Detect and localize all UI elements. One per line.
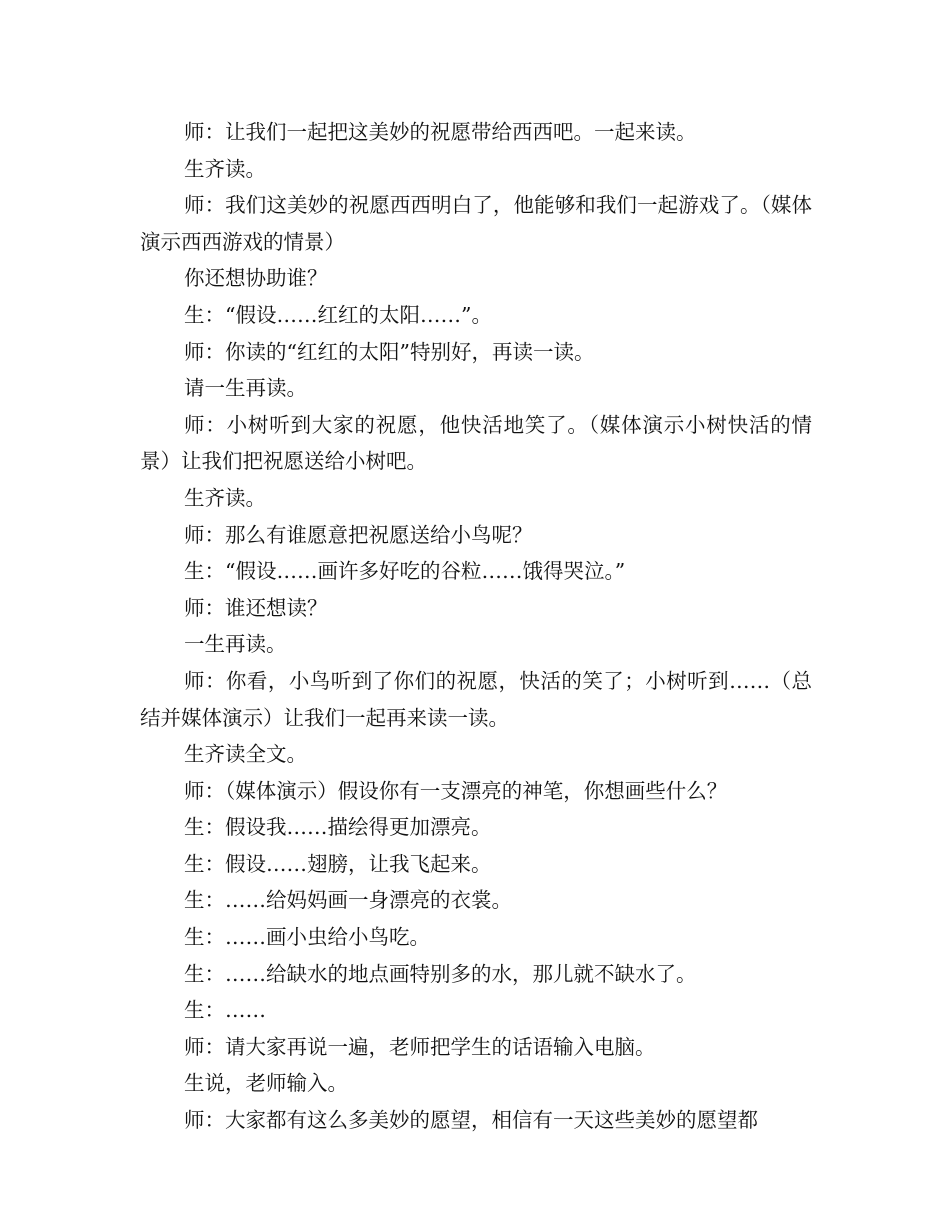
document-page bbox=[140, 114, 812, 1139]
paragraph: 师：那么有谁愿意把祝愿送给小鸟呢？ bbox=[184, 522, 533, 547]
paragraph: 师：（媒体演示）假设你有一支漂亮的神笔，你想画些什么？ bbox=[184, 778, 728, 803]
paragraph: 生：假设……翅膀，让我飞起来。 bbox=[184, 851, 492, 876]
paragraph: 生说，老师输入。 bbox=[184, 1071, 348, 1096]
paragraph: 生齐读全文。 bbox=[184, 742, 307, 767]
paragraph: 生：…… bbox=[184, 998, 266, 1023]
paragraph: 生齐读。 bbox=[184, 485, 266, 510]
paragraph: 一生再读。 bbox=[184, 632, 287, 657]
paragraph: 师：让我们一起把这美妙的祝愿带给西西吧。一起来读。 bbox=[184, 120, 697, 144]
paragraph: 请一生再读。 bbox=[184, 376, 307, 401]
paragraph: 师：你读的“红红的太阳”特别好，再读一读。 bbox=[184, 339, 595, 364]
paragraph: 师：我们这美妙的祝愿西西明白了，他能够和我们一起游戏了。（媒体演示西西游戏的情景） bbox=[140, 193, 812, 254]
paragraph: 生：“假设……画许多好吃的谷粒……饿得哭泣。” bbox=[184, 559, 626, 584]
paragraph: 生：……给缺水的地点画特别多的水，那儿就不缺水了。 bbox=[184, 961, 697, 986]
paragraph: 你还想协助谁？ bbox=[184, 266, 328, 291]
paragraph: 生齐读。 bbox=[184, 156, 266, 181]
paragraph: 生：“假设……红红的太阳……”。 bbox=[184, 302, 492, 327]
paragraph: 师：请大家再说一遍，老师把学生的话语输入电脑。 bbox=[184, 1034, 656, 1059]
paragraph: 师：谁还想读？ bbox=[184, 595, 328, 620]
paragraph: 生：……画小虫给小鸟吃。 bbox=[184, 925, 430, 950]
paragraph: 师：你看，小鸟听到了你们的祝愿，快活的笑了；小树听到……（总结并媒体演示）让我们一起再来读一读。 bbox=[140, 668, 812, 730]
paragraph: 生：假设我……描绘得更加漂亮。 bbox=[184, 815, 492, 840]
paragraph: 师：大家都有这么多美妙的愿望，相信有一天这些美妙的愿望都 bbox=[184, 1108, 758, 1133]
paragraph: 师：小树听到大家的祝愿，他快活地笑了。（媒体演示小树快活的情景）让我们把祝愿送给小树吧。 bbox=[140, 412, 812, 474]
paragraph: 生：……给妈妈画一身漂亮的衣裳。 bbox=[184, 888, 512, 913]
